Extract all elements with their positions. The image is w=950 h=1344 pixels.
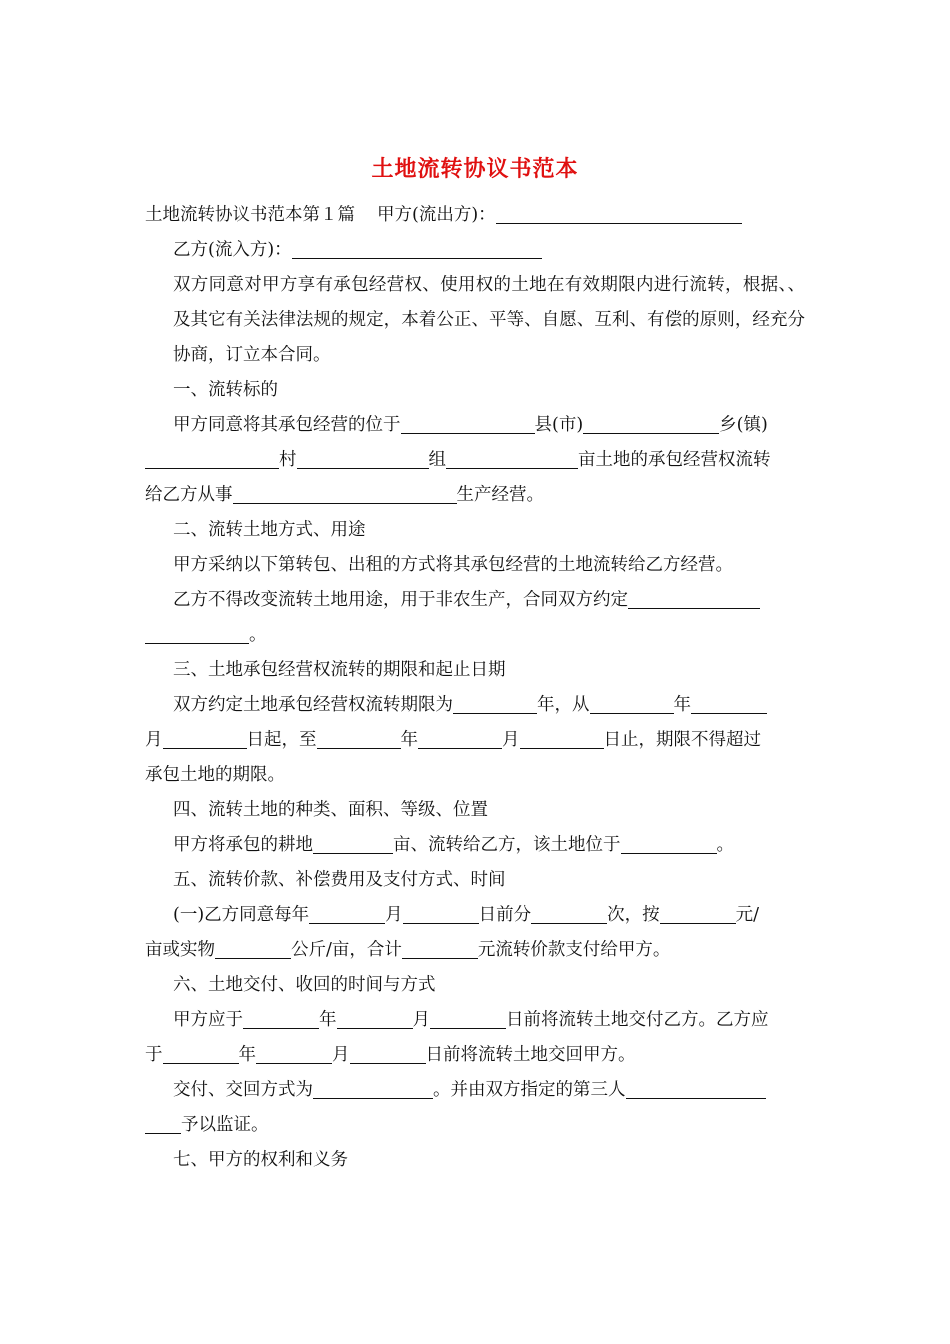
clause-text: 日止，期限不得超过 — [603, 730, 761, 750]
article-number: 土地流转协议书范本第１篇 — [145, 205, 355, 225]
fill-blank — [628, 588, 760, 609]
clause-text: 公斤/亩，合计 — [291, 940, 402, 960]
fill-blank — [590, 693, 674, 714]
fill-blank — [350, 1043, 426, 1064]
clause-text: 元流转价款支付给甲方。 — [477, 940, 671, 960]
clause-text: 月 — [385, 905, 403, 925]
clause-text: 甲方同意将其承包经营的位于 — [173, 415, 401, 435]
clause-text: 次，按 — [607, 905, 660, 925]
clause-text: 。并由双方指定的第三人 — [433, 1080, 626, 1100]
fill-blank — [297, 448, 429, 469]
clause-text: 于 — [145, 1045, 163, 1065]
clause-text: 日前将流转土地交回甲方。 — [425, 1045, 636, 1065]
fill-blank — [418, 728, 502, 749]
clause-line — [145, 828, 805, 863]
fill-blank — [520, 728, 604, 749]
fill-blank — [626, 1078, 766, 1099]
parties-line-2 — [145, 233, 805, 268]
clause-text: 元/ — [735, 905, 760, 925]
clause-line — [145, 618, 805, 653]
clause-text: 甲方将承包的耕地 — [173, 835, 313, 855]
clause-text: 给乙方从事 — [145, 485, 233, 505]
clause-text: 月 — [412, 1010, 430, 1030]
clause-line — [145, 1003, 805, 1038]
section-heading-3: 三、土地承包经营权流转的期限和起止日期 — [173, 660, 506, 680]
clause-text: 月 — [332, 1045, 350, 1065]
fill-blank — [309, 903, 385, 924]
clause-text: 村 — [279, 450, 297, 470]
section-heading-6: 六、土地交付、收回的时间与方式 — [173, 975, 436, 995]
clause-text: 月 — [502, 730, 520, 750]
clause-text: 乡(镇) — [719, 415, 768, 435]
clause-line — [145, 408, 805, 443]
clause-text: 年 — [319, 1010, 337, 1030]
clause-line: 甲方采纳以下第转包、出租的方式将其承包经营的土地流转给乙方经营。 — [173, 555, 733, 575]
fill-blank — [233, 483, 457, 504]
clause-text: 日前分 — [478, 905, 532, 925]
fill-blank — [621, 833, 717, 854]
clause-line — [145, 723, 805, 758]
section-heading-4: 四、流转土地的种类、面积、等级、位置 — [173, 800, 488, 820]
fill-blank — [531, 903, 607, 924]
fill-blank — [403, 903, 479, 924]
clause-text: 。 — [716, 835, 734, 855]
clause-text: 亩、流转给乙方，该土地位于 — [393, 835, 621, 855]
clause-text: 日起，至 — [246, 730, 317, 750]
page-title: 土地流转协议书范本 — [371, 156, 579, 182]
clause-text: 日前将流转土地交付乙方。乙方应 — [506, 1010, 769, 1030]
clause-line — [145, 443, 805, 478]
document-body — [145, 198, 805, 1178]
clause-line — [145, 1038, 805, 1073]
section-heading-5: 五、流转价款、补偿费用及支付方式、时间 — [173, 870, 506, 890]
clause-line — [145, 688, 805, 723]
clause-line — [145, 933, 805, 968]
clause-line — [145, 1073, 805, 1108]
fill-blank — [660, 903, 736, 924]
fill-blank — [313, 1078, 433, 1099]
clause-text: 年 — [400, 730, 418, 750]
clause-text: 组 — [428, 450, 446, 470]
clause-text: 年 — [673, 695, 691, 715]
fill-blank — [163, 728, 247, 749]
fill-blank — [145, 1113, 181, 1134]
parties-line-1 — [145, 198, 805, 233]
clause-text: 年 — [238, 1045, 256, 1065]
fill-blank — [337, 1008, 413, 1029]
clause-line: 承包土地的期限。 — [145, 765, 285, 785]
fill-blank — [453, 693, 537, 714]
clause-line — [145, 898, 805, 933]
clause-line — [145, 478, 805, 513]
fill-blank — [691, 693, 767, 714]
fill-blank — [145, 623, 249, 644]
fill-blank — [256, 1043, 332, 1064]
party-b-blank — [292, 238, 542, 259]
fill-blank — [446, 448, 578, 469]
clause-text: 亩或实物 — [145, 940, 215, 960]
party-a-blank — [496, 203, 742, 224]
party-b-label: 乙方(流入方)： — [173, 240, 292, 260]
clause-text: 生产经营。 — [456, 485, 544, 505]
clause-text: (一)乙方同意每年 — [173, 905, 310, 925]
preamble-paragraph: 双方同意对甲方享有承包经营权、使用权的土地在有效期限内进行流转，根据、、及其它有关法律法规的规定，本着公正、平等、自愿、互利、有偿的原则，经充分协商，订立本合同。 — [173, 275, 805, 365]
party-a-label: 甲方(流出方)： — [377, 205, 496, 225]
clause-text: 亩土地的承包经营权流转 — [578, 450, 771, 470]
clause-line — [145, 1108, 805, 1143]
clause-text: 双方约定土地承包经营权流转期限为 — [173, 695, 453, 715]
fill-blank — [317, 728, 401, 749]
clause-text: 。 — [249, 625, 267, 645]
fill-blank — [401, 413, 535, 434]
fill-blank — [215, 938, 291, 959]
fill-blank — [402, 938, 478, 959]
fill-blank — [583, 413, 719, 434]
clause-text: 乙方不得改变流转土地用途，用于非农生产，合同双方约定 — [173, 590, 628, 610]
clause-line — [145, 583, 805, 618]
section-heading-7: 七、甲方的权利和义务 — [173, 1150, 348, 1170]
clause-text: 月 — [145, 730, 163, 750]
clause-text: 年，从 — [537, 695, 590, 715]
fill-blank — [243, 1008, 319, 1029]
fill-blank — [430, 1008, 506, 1029]
section-heading-1: 一、流转标的 — [173, 380, 278, 400]
fill-blank — [163, 1043, 239, 1064]
fill-blank — [145, 448, 279, 469]
clause-text: 交付、交回方式为 — [173, 1080, 313, 1100]
fill-blank — [313, 833, 393, 854]
section-heading-2: 二、流转土地方式、用途 — [173, 520, 366, 540]
clause-text: 予以监证。 — [181, 1115, 269, 1135]
clause-text: 县(市) — [534, 415, 584, 435]
clause-text: 甲方应于 — [173, 1010, 243, 1030]
